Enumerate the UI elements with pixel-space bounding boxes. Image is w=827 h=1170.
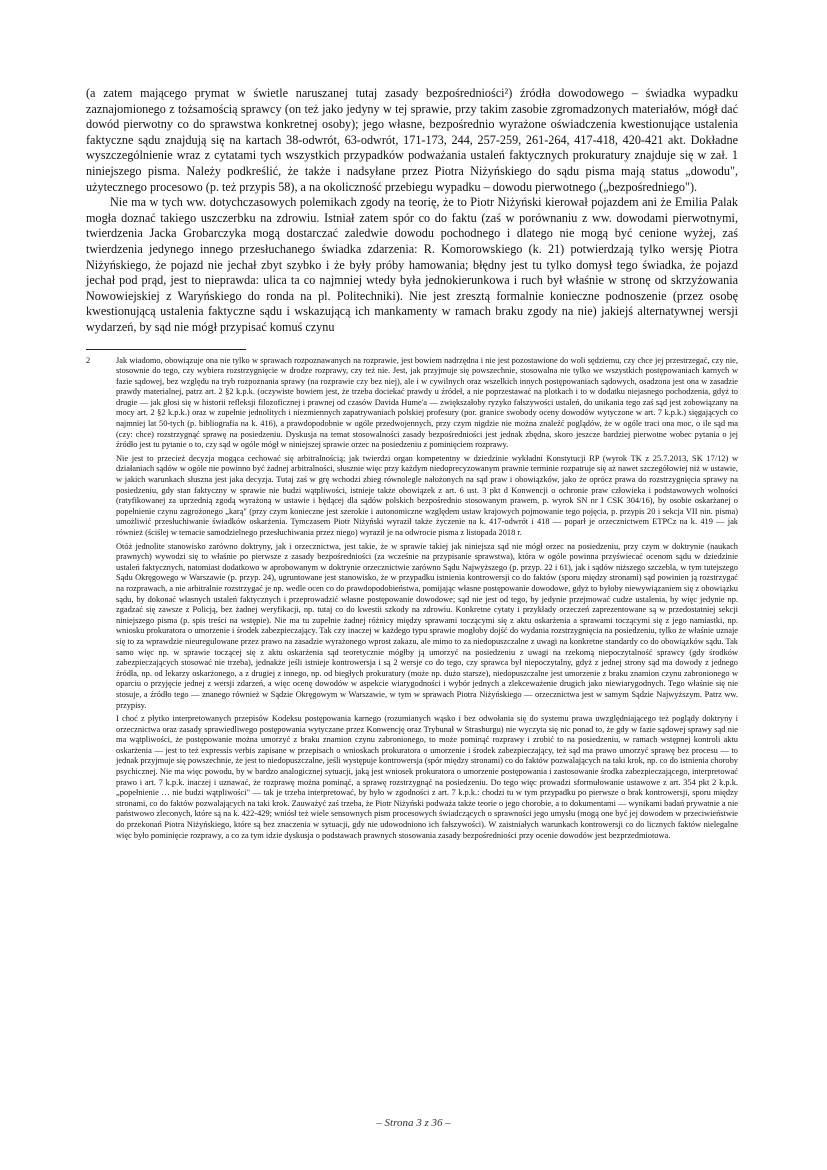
main-text xyxy=(86,86,738,336)
footnote xyxy=(86,356,738,845)
main-paragraph-2: Nie ma w tych ww. dotychczasowych polemikach zgody na teorię, że to Piotr Niżyński kierował pojazdem ani że Emilia Palak mogła doznać takiego uszczerbku na zdrowiu. Istniał zatem spór co do faktu (zaś w porównaniu z ww. dowodami pierwotnymi, twierdzenia Jacka Grobarczyka mogą dostarczać zaledwie dowodu pochodnego i dlatego nie mogą być cenione wyżej, zaś twierdzenia jedynego innego przesłuchanego świadka zdarzenia: R. Komorowskiego (k. 21) potwierdzają tylko wersję Piotra Niżyńskiego, że pojazd nie jechał zbyt szybko i że były próby hamowania; błędny jest tu tylko domysł tego świadka, że pojazd jechał pod prąd, jest to nieprawda: ulica ta co najmniej wtedy była jednokierunkowa i ruch był właśnie w stronę od skrzyżowania Nowowiejskiej z Waryńskiego do ronda na pl. Politechniki). Nie jest zresztą formalnie konieczne podnoszenie (przez osobę kwestionującą ustalenia faktyczne sądu i wskazującą ich mankamenty w ramach braku zgody na nie) jakiejś alternatywnej wersji wydarzeń, by sąd nie mógł przypisać komuś czynu xyxy=(86,195,738,334)
footnote-paragraph-3: Otóż jednolite stanowisko zarówno doktryny, jak i orzecznictwa, jest takie, że w sprawie takiej jak niniejsza sąd nie mógł orzec na posiedzeniu, przy czym w doktrynie (naukach prawnych) wywodzi się to właśnie po pierwsze z zasady bezpośredniości (za wcześnie na przypisanie sprawstwa), która w ogóle powinna przyświecać ocenom sądu w dziedzinie ustaleń faktycznych, natomiast dodatkowo w aprobowanym w doktrynie orzecznictwie zarówno Sądu Najwyższego (p. przyp. 22 i 61), jak i sądów niższego szczebla, w tym tutejszego Sądu Okręgowego w Warszawie (p. przyp. 24), ugruntowane jest stanowisko, że w przypadku istnienia kontrowersji co do faktów (sporu między stronami) sąd powinien ją rozstrzygać na rozprawach, a nie arbitralnie rozstrzygać je np. wedle ocen co do prawdopodobieństwa, pomijając własne postępowanie dowodowe, gdyż to byłoby niewywiązaniem się z obowiązku sądu, by dokonać własnych ustaleń faktycznych i przeprowadzić własne postępowanie dowodowe; sąd nie jest od tego, by jedynie przejmować cudze ustalenia, by więc jedynie np. zgadzać się zawsze z Policją, bez żadnej weryfikacji, np. tutaj co do kwestii szkody na zdrowiu. Konkretne cytaty i przykłady orzeczeń zaprezentowane są w przedostatniej sekcji niniejszego pisma (p. spis treści na wstępie). Nie ma tu zupełnie żadnej różnicy między sprawami toczącymi się z aktu oskarżenia a sprawami toczącymi się z jego namiastki, np. wniosku prokuratora o umorzenie i środek zabezpieczający. Tak czy inaczej w każdego typu sprawie mogłoby dojść do wydania rozstrzygnięcia na posiedzeniu, tylko że właśnie uznaje się to za wprawdzie nieuregulowane przez prawo na zasadzie wyrażonego wprost zakazu, ale mimo to za niedopuszczalne z uwagi na konkretne standardy co do obowiązków sądu. Tak samo więc np. w sprawie toczącej się z aktu oskarżenia sąd teoretycznie mógłby ją umorzyć na posiedzeniu z uwagi na rzekomą niepoczytalność sprawcy (gdy środków zabezpieczających stosować nie trzeba), jednakże jeśli istnieje kontrowersja i są 2 wersje co do tego, czy sprawca był niepoczytalny, gdyż z jednej strony sąd ma dowody z jednego źródła, np. od lekarzy oskarżonego, a z drugiej z innego, np. od biegłych prokuratury (może np. dużo starsze), niedopuszczalne jest umorzenie z braku znamion czynu zabronionego w oparciu o przyjęcie jednej z wersji zdarzeń, a więc ocenę dowodów w aspekcie wiarygodności i wybór jednych a zlekceważenie drugich jako niewiarygodnych. Tego właśnie się nie stosuje, a źródło tego — znanego również w Sądzie Okręgowym w Warszawie, w tym w sprawach Piotra Niżyńskiego — orzecznictwa jest w samym Sądzie Najwyższym. Patrz ww. przypisy. xyxy=(116,541,738,710)
footnote-paragraph-4: I choć z płytko interpretowanych przepisów Kodeksu postępowania karnego (rozumianych wąsko i bez odwołania się do systemu prawa uwzględniającego też poglądy doktryny i orzecznictwa oraz zasady sprawiedliwego postępowania wytyczane przez Konwencję oraz Trybunał w Strasburgu) nie wyczyta się nic ponad to, że gdy w fazie sądowej sprawy sąd nie ma wątpliwości, że postępowanie można umorzyć z braku znamion czynu zabronionego, to może pominąć rozprawy i zrobić to na posiedzeniu, w ramach wstępnej kontroli aktu oskarżenia — jest to też expressis verbis zapisane w przepisach o wnioskach prokuratora o umorzenie i środek zabezpieczający, też sąd ma prawo umorzyć sprawę bez procesu — to jednak przyjmuje się powszechnie, że jest to niedopuszczalne, jeśli występuje kontrowersja (spór między stronami) co do faktów pozwalających na taki krok, np. co do istnienia choroby psychicznej. Nie ma więc powodu, by w bardzo analogicznej sytuacji, jaką jest wniosek prokuratora o umorzenie postępowania i zastosowanie środka zabezpieczającego, interpretować prawo i art. 7 k.p.k. inaczej i uznawać, że rozprawę można pominąć, a sprawę rozstrzygnąć na posiedzeniu. Do tego więc prowadzi sformułowanie ustawowe z art. 354 pkt 2 k.p.k. „popełnienie … nie budzi wątpliwości" — tak je trzeba interpretować, by było w zgodności z art. 7 k.p.k.: chodzi tu w tym przypadku po pierwsze o brak kontrowersji, sporu między stronami, co do faktów pozwalających na taki krok. Zauważyć zaś trzeba, że Piotr Niżyński podważa także teorie o jego chorobie, a to dokumentami — wynikami badań prywatnie a nie państwowo zleconych, które są na k. 422-429; wniósł też wiele sensownych pism procesowych świadczących o sprawności jego umysłu (mogą one być jej dowodem w przeciwieństwie do przekonań Piotra Niżyńskiego, które są bez znaczenia w sytuacji, gdy nie udowodniono ich fałszywości). W zaistniałych warunkach kontrowersji co do licznych faktów nielegalne więc było pominięcie rozprawy, a co za tym idzie dyskusja o podstawach prawnych stosowania zasady bezpośredniości przy ocenie dowodów jest bezprzedmiotowa. xyxy=(116,714,738,840)
page-number-footer: – Strona 3 z 36 – xyxy=(376,1117,451,1129)
main-paragraph-1: (a zatem mającego prymat w świetle naruszanej tutaj zasady bezpośredniości²) źródła dowodowego – świadka wypadku zaznajomionego z tożsamością sprawcy (on też jako jedyny w tej sprawie, przy takim zasobie zgromadzonych materiałów, mógł dać dowód pierwotny co do sprawstwa konkretnej osoby); jego własne, bezpośrednio wyrażone oświadczenia kwestionujące ustalenia faktyczne sądu znajdują się na kartach 38-odwrót, 63-odwrót, 171-173, 244, 257-259, 261-264, 417-418, 420-421 akt. Dokładne wyszczególnienie wraz z cytatami tych wszystkich przypadków podważania ustaleń faktycznych prokuratury znajduje się w zał. 1 niniejszego pisma. Należy podkreślić, że także i nadsyłane przez Piotra Niżyńskiego do sądu pisma mają status „dowodu", użytecznego procesowo (p. też przypis 58), a na okoliczność przebiegu wypadku – dowodu pierwotnego („bezpośredniego"). xyxy=(86,86,738,194)
footnote-number: 2 xyxy=(86,355,91,365)
footnote-paragraph-2: Nie jest to przecież decyzja mogąca cechować się arbitralnością; jak twierdzi organ kompetentny w dziedzinie wykładni Konstytucji RP (wyrok TK z 25.7.2013, SK 17/12) w działaniach sądów w ogóle nie powinno być żadnej arbitralności, słusznie więc przy każdym niedoprecyzowanym prawnie terminie rozpatruje się aż nawet szczegółowiej niż w ustawie, w jakich warunkach słuszna jest jaka decyzja. Tutaj zaś w grę wchodzi zbieg równolegle nałożonych na sąd praw i obowiązków, jako że oprócz prawa do rozstrzygnięcia sprawy na posiedzeniu, gdy stan faktyczny w sprawie nie budzi wątpliwości, istnieje także obowiązek z art. 6 ust. 3 pkt d Konwencji o ochronie praw człowieka i podstawowych wolności (ratyfikowanej za uprzednią zgodą wyrażoną w ustawie i będącej dla sądów polskich bezpośrednio stosowanym prawem, p. wyrok SN nr I CSK 304/16), by osobie oskarżanej o popełnienie czynu zagrożonego „karą" (przy czym konieczne jest szerokie i autonomiczne względem ustaw krajowych pojmowanie tego pojęcia, p. przypis 20 i sekcja VII nin. pisma) umożliwić przesłuchiwanie świadków oskarżenia. Tymczasem Piotr Niżyński wyraził także życzenie na k. 417-odwrót i 418 — poparł je orzecznictwem ETPCz na k. 419 — jak również (ściślej w temacie samodzielnego przesłuchiwania przez niego) wyraził je na odwrocie pisma z listopada 2018 r. xyxy=(116,453,738,537)
footnote-paragraph-1: Jak wiadomo, obowiązuje ona nie tylko w sprawach rozpoznawanych na rozprawie, jest bowiem nadrzędna i nie jest pozostawione do woli sędziemu, czy chce jej przestrzegać, czy nie, stosownie do tego, czy wybiera rozstrzygnięcie w drodze rozprawy, czy też nie. Jest, jak przyjmuje się powszechnie, stosowalna nie tylko we wszystkich postępowaniach karnych w fazie sądowej, bez względu na tryb rozpoznania sprawy (na rozprawie czy bez niej), ale i w cywilnych oraz wszelkich innych postępowaniach sądowych, osadzona jest ona w zasadzie prawdy materialnej, patrz art. 2 §2 k.p.k. (oczywiste bowiem jest, że trzeba dociekać prawdy u źródeł, a nie poprzestawać na plotkach i to w dodatku niejasnego pochodzenia, gdyż to drugie — jak głosi się w historii refleksji filozoficznej i prawnej od czasów Davida Hume'a — zwiększałoby ryzyko fałszywości ustaleń, do unikania tego zaś sąd jest zobowiązany na mocy art. 2 §2 k.p.k.) oraz w zupełnie jednolitych i niezmiennych zapatrywaniach polskiej profesury (por. granice swobody oceny dowodów wytyczone w art. 7 k.p.k.) sięgających co najmniej lat 50-tych (p. bibliografia na k. 416), a prawdopodobnie w ogóle przedwojennych, przy czym nigdzie nie można znaleźć poglądów, że w ogóle traci ona moc, o ile sąd ma (czy: chce) rozstrzygnąć sprawę na posiedzeniu. Dyskusja na temat stosowalności zasady bezpośredniości jest jednak zbędna, skoro jeszcze bardziej pierwotne wobec pytania o jej źródło jest tu pytanie o to, czy sąd w ogóle mógł w niniejszej sprawie orzec na posiedzeniu z pominięciem rozprawy. xyxy=(116,355,738,450)
footnote-separator xyxy=(86,349,246,350)
document-page xyxy=(86,86,738,844)
footnote-body xyxy=(116,356,738,845)
